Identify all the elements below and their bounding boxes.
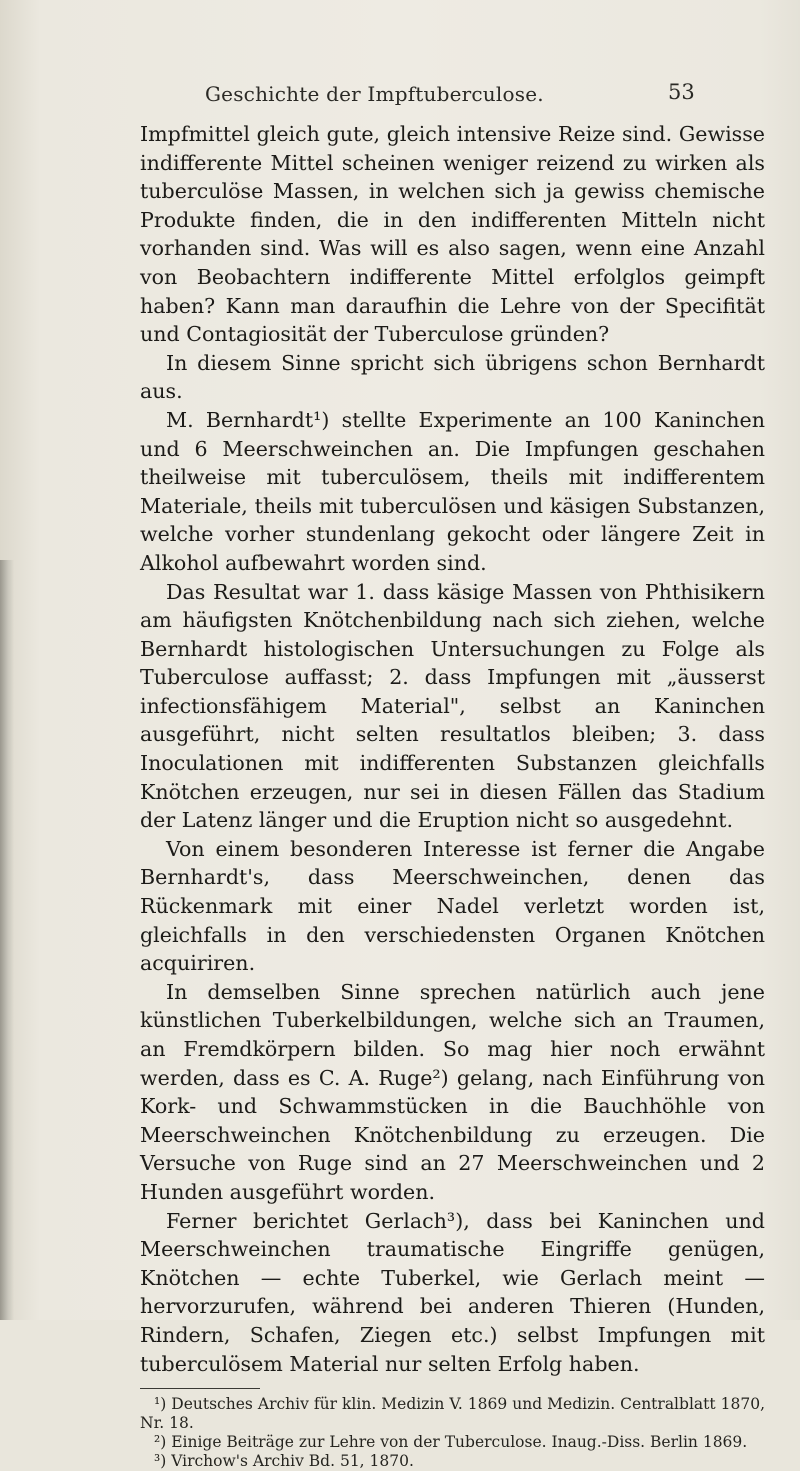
paragraph: Ferner berichtet Gerlach³), dass bei Kaninchen und Meerschweinchen traumatische Eingriffe genügen, Knötchen — echte Tuberkel, wie Gerlach meint — hervorzurufen, während bei anderen Thieren (Hunden, Rindern, Schafen, Ziegen etc.) selbst Impfungen mit tuberculösem Material nur selten Erfolg haben. — [140, 1208, 765, 1376]
paragraph: Das Resultat war 1. dass käsige Massen von Phthisikern am häufigsten Knötchenbildung nach sich ziehen, welche Bernhardt histologischen Untersuchungen zu Folge als Tuberculose auffasst; 2. dass Impfungen mit „äusserst infectionsfähigem Material", selbst an Kaninchen ausgeführt, nicht selten resultatlos bleiben; 3. dass Inoculationen mit indifferenten Substanzen gleichfalls Knötchen erzeugen, nur sei in diesen Fällen das Stadium der Latenz länger und die Eruption nicht so ausgedehnt. — [140, 579, 765, 833]
footnote: ²) Einige Beiträge zur Lehre von der Tuberculose. Inaug.-Diss. Berlin 1869. — [154, 1433, 748, 1452]
paragraph: Von einem besonderen Interesse ist ferner die Angabe Bernhardt's, dass Meerschweinchen, denen das Rückenmark mit einer Nadel verletzt worden ist, gleichfalls in den verschiedensten Organen Knötchen acquiriren. — [140, 836, 765, 976]
body-text — [140, 120, 765, 1471]
page-number: 53 — [668, 80, 695, 104]
paragraph: Impfmittel gleich gute, gleich intensive Reize sind. Gewisse indifferente Mittel scheinen weniger reizend zu wirken als tuberculöse Massen, in welchen sich ja gewiss chemische Produkte finden, die in den indifferenten Mitteln nicht vorhanden sind. Was will es also sagen, wenn eine Anzahl von Beobachtern indifferente Mittel erfolglos geimpft haben? Kann man daraufhin die Lehre von der Specifität und Contagiosität der Tuberculose gründen? — [140, 122, 765, 347]
paragraph: M. Bernhardt¹) stellte Experimente an 100 Kaninchen und 6 Meerschweinchen an. Die Impfungen geschahen theilweise mit tuberculösem, theils mit indifferentem Materiale, theils mit tuberculösen und käsigen Substanzen, welche vorher stundenlang gekocht oder längere Zeit in Alkohol aufbewahrt worden sind. — [140, 407, 765, 575]
paragraph: In diesem Sinne spricht sich übrigens schon Bernhardt aus. — [140, 350, 765, 404]
footnote: ³) Virchow's Archiv Bd. 51, 1870. — [154, 1452, 414, 1471]
footnote-divider — [140, 1388, 260, 1389]
footnote: ¹) Deutsches Archiv für klin. Medizin V. 1869 und Medizin. Centralblatt 1870, Nr. 18. — [140, 1395, 765, 1433]
running-title: Geschichte der Impftuberculose. — [205, 82, 544, 106]
footnotes — [140, 1395, 765, 1471]
page-edge-shadow — [0, 560, 14, 1320]
page-header — [0, 82, 800, 112]
paragraph: In demselben Sinne sprechen natürlich auch jene künstlichen Tuberkelbildungen, welche sich an Traumen, an Fremdkörpern bilden. So mag hier noch erwähnt werden, dass es C. A. Ruge²) gelang, nach Einführung von Kork- und Schwammstücken in die Bauchhöhle von Meerschweinchen Knötchenbildung zu erzeugen. Die Versuche von Ruge sind an 27 Meerschweinchen und 2 Hunden ausgeführt worden. — [140, 979, 765, 1204]
